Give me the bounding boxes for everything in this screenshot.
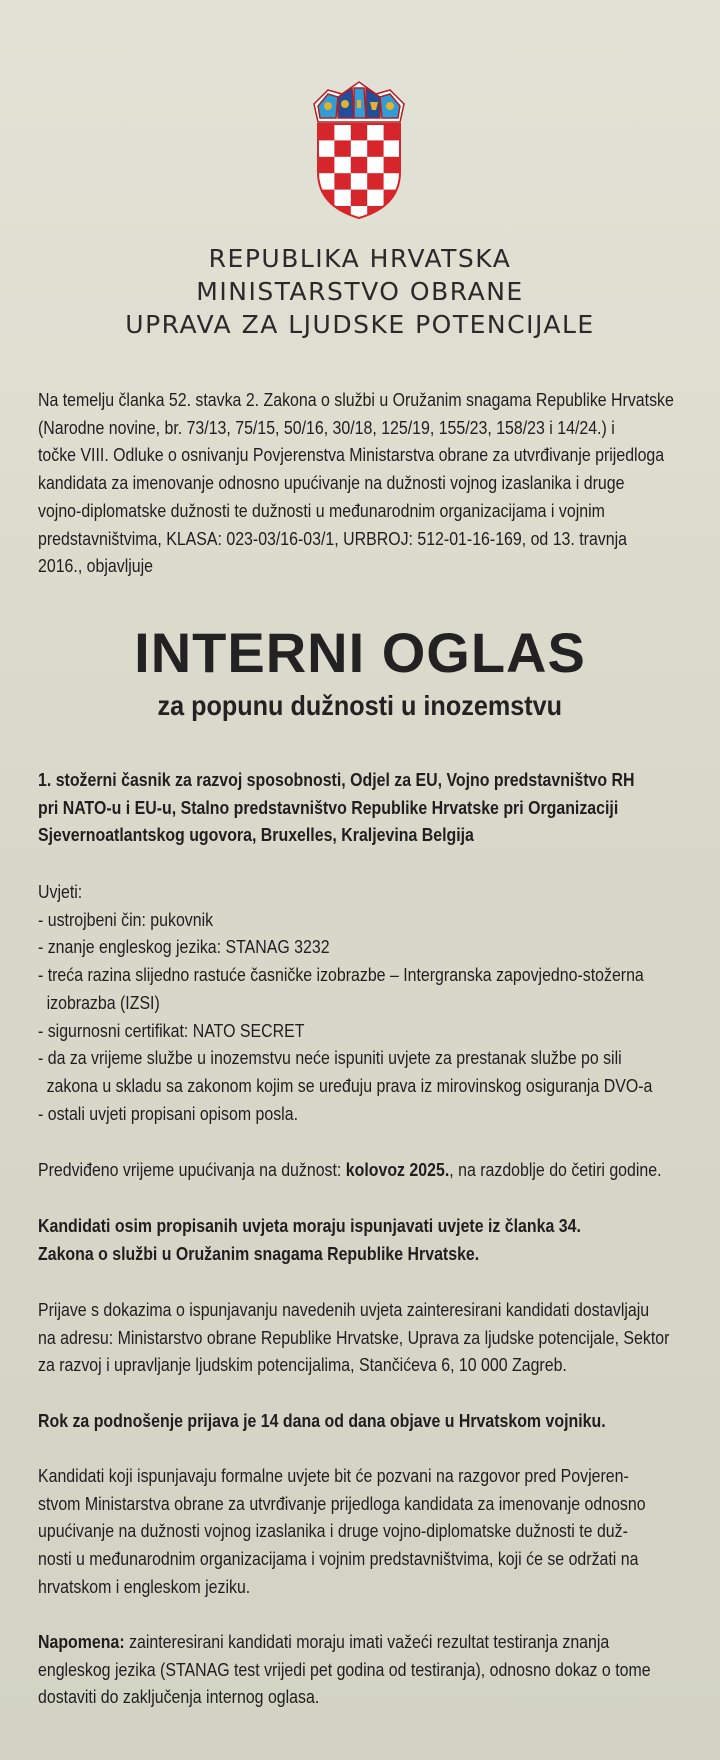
- interview-line: Kandidati koji ispunjavaju formalne uvjete bit će pozvani na razgovor pred Povjeren-: [38, 1465, 629, 1486]
- intro-line: Na temelju članka 52. stavka 2. Zakona o službi u Oružanim snagama Republike Hrvatske: [38, 389, 674, 410]
- position-line: 1. stožerni časnik za razvoj sposobnosti, Odjel za EU, Vojno predstavništvo RH: [38, 769, 635, 790]
- note-line: dostaviti do zaključenja internog oglasa.: [38, 1686, 320, 1708]
- intro-line: točke VIII. Odluke o osnivanju Povjerenstva Ministarstva obrane za utvrđivanje prijedloga: [38, 444, 665, 466]
- note-line: engleskog jezika (STANAG test vrijedi pet godina od testiranja), odnosno dokaz o tome: [38, 1658, 651, 1680]
- condition-item-continuation: zakona u skladu sa zakonom kojim se uređuju prava iz mirovinskog osiguranja DVO-a: [46, 1074, 653, 1096]
- position-description: [38, 766, 689, 849]
- condition-item: - znanje engleskog jezika: STANAG 3232: [38, 936, 330, 958]
- timing-text-after: , na razdoblje do četiri godine.: [449, 1159, 662, 1180]
- applications-line: za razvoj i upravljanje ljudskim potencijalima, Stančićeva 6, 10 000 Zagreb.: [38, 1354, 567, 1376]
- interview-line: hrvatskom i engleskom jeziku.: [38, 1575, 251, 1597]
- intro-line: kandidata za imenovanje odnosno upućivanje na dužnosti vojnog izaslanika i druge: [38, 472, 625, 494]
- intro-line: 2016., objavljuje: [38, 555, 153, 577]
- legal-basis-paragraph: [38, 386, 692, 580]
- note-paragraph: [38, 1628, 689, 1711]
- croatian-coat-of-arms-icon: [310, 80, 408, 220]
- subtitle-text: za popunu dužnosti u inozemstvu: [157, 690, 563, 721]
- interview-line: stvom Ministarstva obrane za utvrđivanje prijedloga kandidata za imenovanje odnosno: [38, 1492, 646, 1514]
- applications-paragraph: [38, 1296, 689, 1379]
- position-line: pri NATO-u i EU-u, Stalno predstavništvo Republike Hrvatske pri Organizaciji: [38, 796, 619, 818]
- applications-line: na adresu: Ministarstvo obrane Republike Hrvatske, Uprava za ljudske potencijale, Sektor: [38, 1326, 670, 1348]
- interview-line: upućivanje na dužnosti vojnog izaslanika i druge vojno-diplomatske dužnosti te duž-: [38, 1520, 628, 1542]
- condition-item-continuation: izobrazba (IZSI): [46, 991, 160, 1013]
- applications-line: Prijave s dokazima o ispunjavanju navedenih uvjeta zainteresirani kandidati dostavljaju: [38, 1299, 650, 1320]
- intro-line: predstavništvima, KLASA: 023-03/16-03/1, URBROJ: 512-01-16-169, od 13. travnja: [38, 527, 627, 549]
- condition-item: - treća razina slijedno rastuće časničke izobrazbe – Intergranska zapovjedno-stožerna: [38, 964, 644, 986]
- institution-header: [0, 242, 720, 341]
- requirements-line: Zakona o službi u Oružanim snagama Republike Hrvatske.: [38, 1242, 480, 1264]
- deadline-notice: Rok za podnošenje prijava je 14 dana od dana objave u Hrvatskom vojniku.: [38, 1410, 606, 1431]
- requirements-line: Kandidati osim propisanih uvjeta moraju ispunjavati uvjete iz članka 34.: [38, 1215, 581, 1236]
- header-line-2: MINISTARSTVO OBRANE: [196, 277, 524, 306]
- intro-line: vojno-diplomatske dužnosti te dužnosti u međunarodnim organizacijama i vojnim: [38, 499, 605, 521]
- header-line-1: REPUBLIKA HRVATSKA: [208, 244, 512, 273]
- conditions-section: [38, 878, 689, 1127]
- document-title: INTERNI OGLAS: [134, 621, 586, 684]
- conditions-heading: Uvjeti:: [38, 881, 83, 902]
- position-line: Sjevernoatlantskog ugovora, Bruxelles, Kraljevina Belgija: [38, 824, 474, 846]
- interview-paragraph: [38, 1462, 689, 1601]
- document-subtitle: [0, 690, 720, 722]
- timing-text: Predviđeno vrijeme upućivanja na dužnost:: [38, 1159, 346, 1180]
- header-line-3: UPRAVA ZA LJUDSKE POTENCIJALE: [125, 310, 595, 339]
- intro-line: (Narodne novine, br. 73/13, 75/15, 50/16, 30/18, 125/19, 155/23, 158/23 i 14/24.) i: [38, 416, 615, 438]
- condition-item: - ustrojbeni čin: pukovnik: [38, 908, 214, 930]
- timing-date: kolovoz 2025.: [345, 1159, 450, 1180]
- note-text: zainteresirani kandidati moraju imati važeći rezultat testiranja znanja: [124, 1631, 610, 1652]
- condition-item: - ostali uvjeti propisani opisom posla.: [38, 1102, 299, 1124]
- note-label: Napomena:: [38, 1631, 125, 1652]
- condition-item: - sigurnosni certifikat: NATO SECRET: [38, 1019, 305, 1041]
- condition-item: - da za vrijeme službe u inozemstvu neće ispuniti uvjete za prestanak službe po sili: [38, 1047, 622, 1069]
- candidate-requirements: [38, 1212, 689, 1267]
- note-line: [38, 1628, 689, 1656]
- interview-line: nosti u međunarodnim organizacijama i vojnim predstavništvima, koji će se održati na: [38, 1548, 639, 1570]
- timing-line: [38, 1156, 689, 1184]
